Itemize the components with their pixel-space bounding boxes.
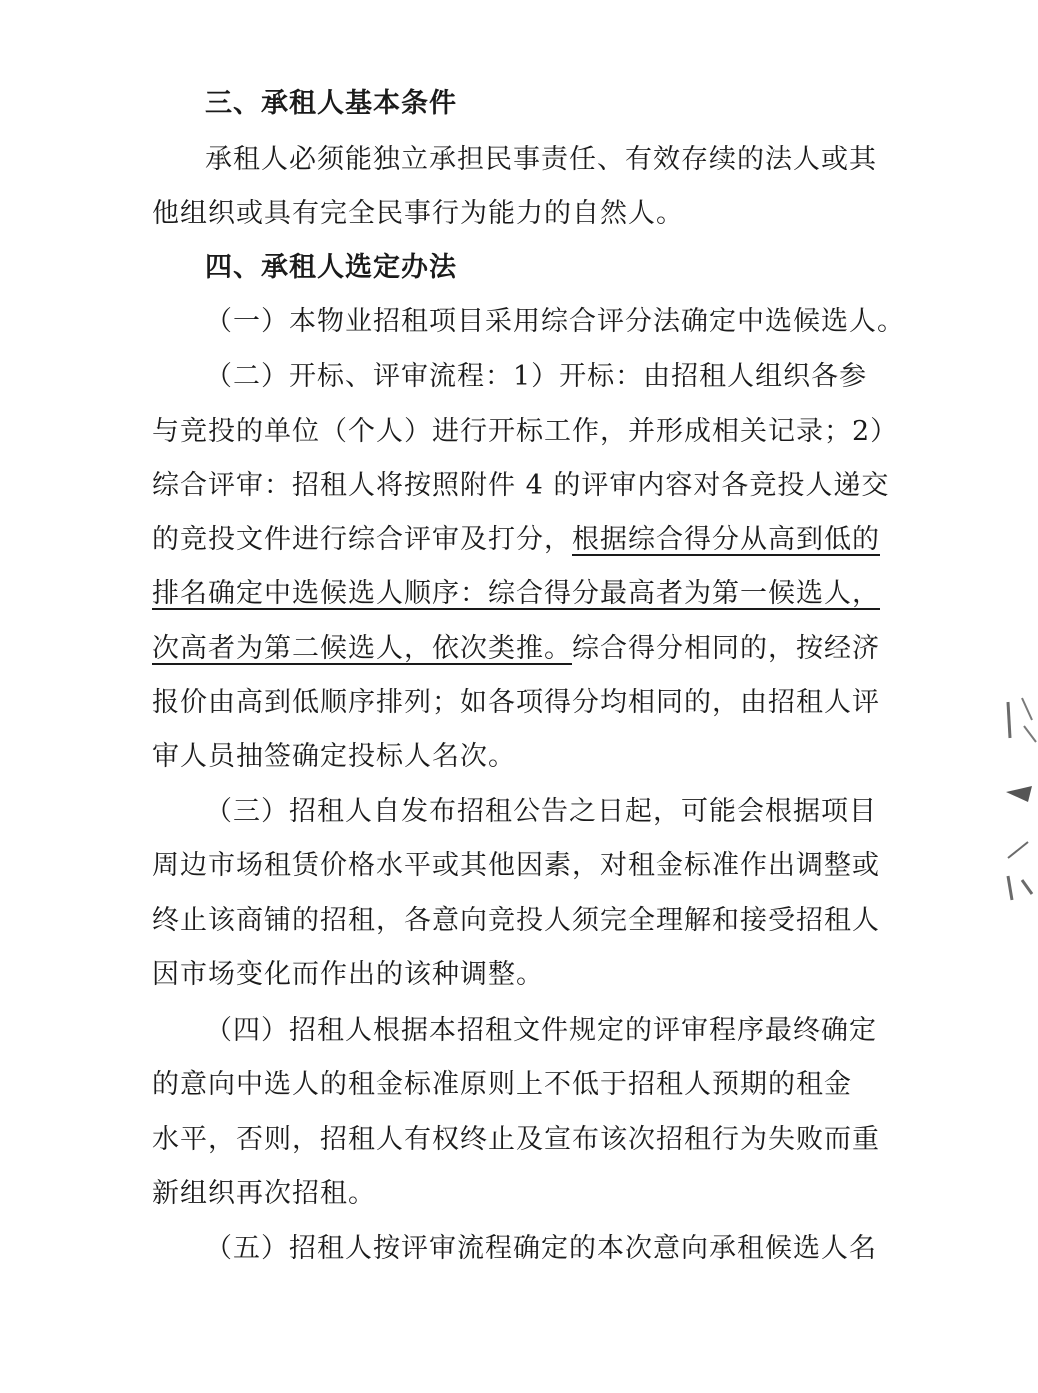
paragraph-line: 他组织或具有完全民事行为能力的自然人。 (152, 198, 684, 229)
paragraph-line: （三）招租人自发布招租公告之日起，可能会根据项目 (205, 796, 877, 827)
paragraph-line: 综合评审：招租人将按照附件 4 的评审内容对各竞投人递交 (152, 470, 890, 501)
paragraph-line: 与竞投的单位（个人）进行开标工作，并形成相关记录；2） (152, 416, 899, 447)
paragraph-line: 审人员抽签确定投标人名次。 (152, 741, 516, 772)
section-heading-3: 三、承租人基本条件 (205, 88, 457, 119)
paragraph-text: 的竞投文件进行综合评审及打分， (152, 524, 572, 555)
seal-fragment-icon (1002, 690, 1038, 920)
paragraph-line: （二）开标、评审流程：1）开标：由招租人组织各参 (205, 361, 868, 392)
paragraph-line: 的意向中选人的租金标准原则上不低于招租人预期的租金 (152, 1069, 852, 1100)
paragraph-line (152, 629, 880, 669)
paragraph-line: （四）招租人根据本招租文件规定的评审程序最终确定 (205, 1015, 877, 1046)
paragraph-line: 周边市场租赁价格水平或其他因素，对租金标准作出调整或 (152, 850, 880, 881)
paragraph-line: （五）招租人按评审流程确定的本次意向承租候选人名 (205, 1233, 877, 1264)
underlined-text: 次高者为第二候选人，依次类推。 (152, 633, 572, 664)
paragraph-line: 承租人必须能独立承担民事责任、有效存续的法人或其 (205, 144, 877, 175)
paragraph-line (152, 520, 880, 560)
underlined-line: 排名确定中选候选人顺序：综合得分最高者为第一候选人， (152, 578, 880, 609)
section-heading-4: 四、承租人选定办法 (205, 252, 457, 283)
paragraph-line: 终止该商铺的招租，各意向竞投人须完全理解和接受招租人 (152, 905, 880, 936)
paragraph-text: 综合得分相同的，按经济 (572, 633, 880, 664)
paragraph-line: 因市场变化而作出的该种调整。 (152, 959, 544, 990)
paragraph-line: 报价由高到低顺序排列；如各项得分均相同的，由招租人评 (152, 687, 880, 718)
paragraph-line: （一）本物业招租项目采用综合评分法确定中选候选人。 (205, 306, 905, 337)
paragraph-line: 新组织再次招租。 (152, 1178, 376, 1209)
paragraph-line: 水平，否则，招租人有权终止及宣布该次招租行为失败而重 (152, 1124, 880, 1155)
underlined-text: 根据综合得分从高到低的 (572, 524, 880, 555)
